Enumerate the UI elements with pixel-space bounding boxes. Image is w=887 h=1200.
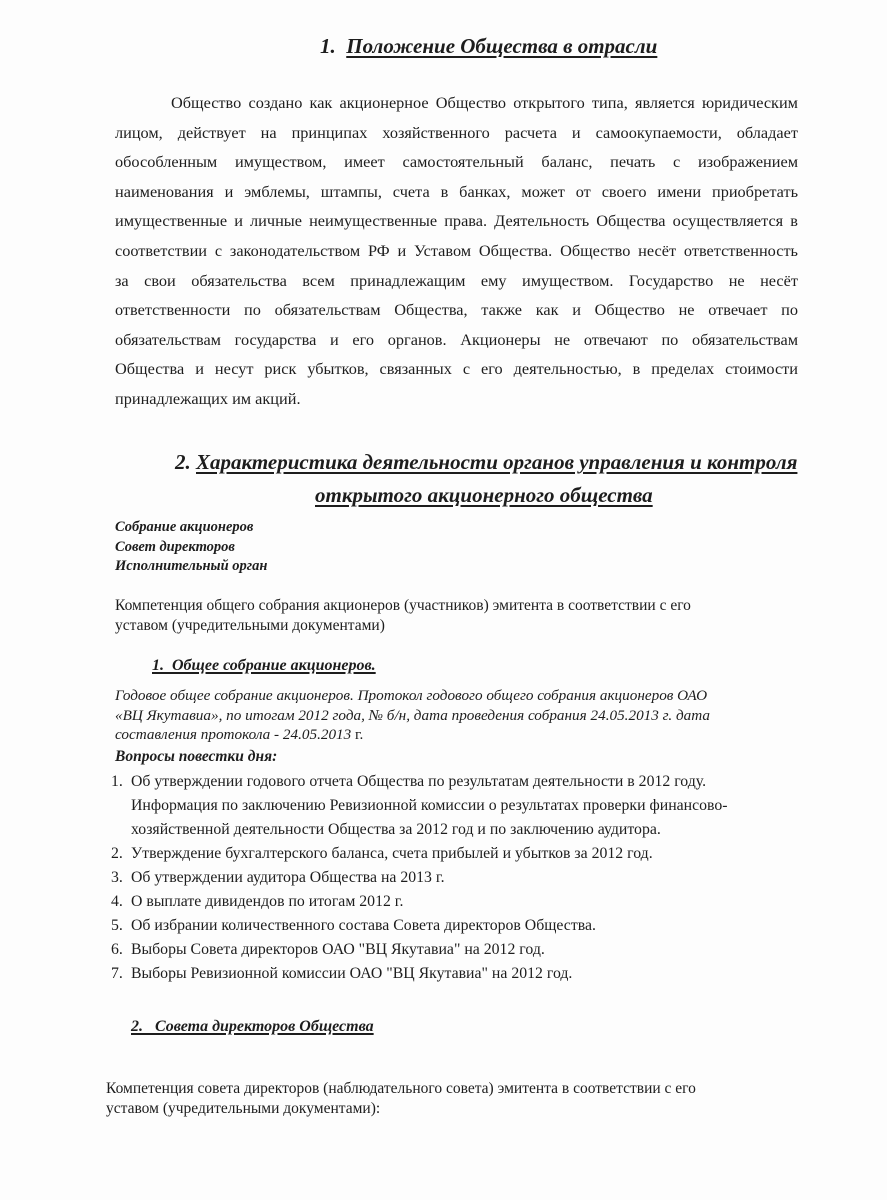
agenda-item-number: 7. bbox=[111, 965, 123, 982]
general-meeting-competence bbox=[115, 596, 691, 636]
paragraph-line: соответствии с законодательством РФ и Уставом Общества. Общество несёт ответственность bbox=[115, 240, 798, 260]
agenda-title: Вопросы повестки дня: bbox=[115, 748, 278, 765]
paragraph-line: лицом, действует на принципах хозяйственного расчета и самоокупаемости, обладает bbox=[115, 122, 798, 142]
subsection-2-title: Совета директоров Общества bbox=[155, 1018, 374, 1035]
competence-line: уставом (учредительными документами) bbox=[115, 617, 385, 634]
paragraph-line: имущественные и личные неимущественные права. Деятельность Общества осуществляется в bbox=[115, 211, 798, 231]
agenda-item-text: Утверждение бухгалтерского баланса, счета прибылей и убытков за 2012 год. bbox=[131, 845, 653, 862]
section-2-title-line-2: открытого акционерного общества bbox=[315, 483, 653, 507]
governing-body-item: Собрание акционеров bbox=[115, 519, 254, 535]
paragraph-line: Общество создано как акционерное Общество открытого типа, является юридическим bbox=[171, 93, 798, 112]
paragraph-line: обособленным имуществом, имеет самостоятельный баланс, печать с изображением bbox=[115, 152, 798, 172]
paragraph-line: ответственности по обязательствам Общества, также как и Общество не отвечает по bbox=[115, 300, 798, 320]
section-1-title: Положение Общества в отрасли bbox=[346, 34, 658, 58]
protocol-line: «ВЦ Якутавиа», по итогам 2012 года, № б/н, дата проведения собрания 24.05.2013 г. дата bbox=[115, 706, 710, 724]
paragraph-line: принадлежащих им акций. bbox=[115, 388, 301, 408]
agenda-item-text: хозяйственной деятельности Общества за 2012 год и по заключению аудитора. bbox=[131, 821, 661, 838]
subsection-1-heading bbox=[152, 657, 376, 675]
section-2-heading-line-2 bbox=[315, 483, 653, 508]
board-competence bbox=[106, 1079, 696, 1119]
governing-body-item: Исполнительный орган bbox=[115, 558, 268, 574]
agenda-item-number: 4. bbox=[111, 893, 123, 910]
agenda-item bbox=[111, 938, 728, 962]
section-2-title-line-1: Характеристика деятельности органов управления и контроля bbox=[196, 450, 798, 474]
agenda-item bbox=[111, 890, 728, 914]
subsection-1-number: 1. bbox=[152, 657, 164, 674]
paragraph-line: обязательствам государства и его органов. Акционеры не отвечают по обязательствам bbox=[115, 329, 798, 349]
agenda-item bbox=[111, 842, 728, 866]
agenda-item-text: О выплате дивидендов по итогам 2012 г. bbox=[131, 893, 404, 910]
meeting-protocol bbox=[115, 686, 710, 745]
agenda-item-number: 1. bbox=[111, 773, 123, 790]
agenda-item bbox=[111, 962, 728, 986]
subsection-2-heading bbox=[131, 1018, 374, 1036]
protocol-line-text: составления протокола - 24.05.2013 bbox=[115, 726, 352, 743]
section-1-paragraph bbox=[115, 88, 798, 414]
section-1-number: 1. bbox=[320, 34, 336, 58]
section-2-number: 2. bbox=[175, 450, 191, 474]
subsection-1-title: Общее собрание акционеров. bbox=[172, 657, 376, 674]
agenda-item-text: Выборы Ревизионной комиссии ОАО "ВЦ Якутавиа" на 2012 год. bbox=[131, 965, 573, 982]
protocol-line: Годовое общее собрание акционеров. Протокол годового общего собрания акционеров ОАО bbox=[115, 687, 708, 704]
agenda-item-text: Информация по заключению Ревизионной комиссии о результатах проверки финансово- bbox=[131, 797, 728, 814]
agenda-item-number: 6. bbox=[111, 941, 123, 958]
protocol-line bbox=[115, 725, 710, 745]
governing-bodies-list bbox=[115, 518, 267, 577]
paragraph-line: Общества и несут риск убытков, связанных с его деятельностью, в пределах стоимости bbox=[115, 359, 798, 379]
paragraph-line: наименования и эмблемы, штампы, счета в банках, может от своего имени приобретать bbox=[115, 181, 798, 201]
section-1-heading bbox=[320, 34, 657, 59]
agenda-item-text: Выборы Совета директоров ОАО "ВЦ Якутавиа" на 2012 год. bbox=[131, 941, 545, 958]
paragraph-line: за свои обязательства всем принадлежащим ему имуществом. Государство не несёт bbox=[115, 270, 798, 290]
agenda-item-text: Об избрании количественного состава Совета директоров Общества. bbox=[131, 917, 596, 934]
agenda-item-number: 3. bbox=[111, 869, 123, 886]
section-2-heading-line-1 bbox=[175, 450, 797, 475]
governing-body-item: Совет директоров bbox=[115, 538, 235, 555]
competence-line: Компетенция общего собрания акционеров (участников) эмитента в соответствии с его bbox=[115, 597, 691, 614]
agenda-item-number: 5. bbox=[111, 917, 123, 934]
agenda-item bbox=[111, 914, 728, 938]
agenda-list bbox=[111, 770, 728, 986]
agenda-item-text: Об утверждении годового отчета Общества по результатам деятельности в 2012 году. bbox=[131, 773, 707, 790]
competence-line: уставом (учредительными документами): bbox=[106, 1100, 381, 1117]
agenda-item-number: 2. bbox=[111, 845, 123, 862]
competence-line: Компетенция совета директоров (наблюдательного совета) эмитента в соответствии с его bbox=[106, 1080, 696, 1097]
agenda-item bbox=[111, 770, 728, 842]
protocol-suffix: г. bbox=[351, 726, 364, 743]
agenda-item bbox=[111, 866, 728, 890]
subsection-2-number: 2. bbox=[131, 1018, 143, 1035]
agenda-item-text: Об утверждении аудитора Общества на 2013 г. bbox=[131, 869, 445, 886]
